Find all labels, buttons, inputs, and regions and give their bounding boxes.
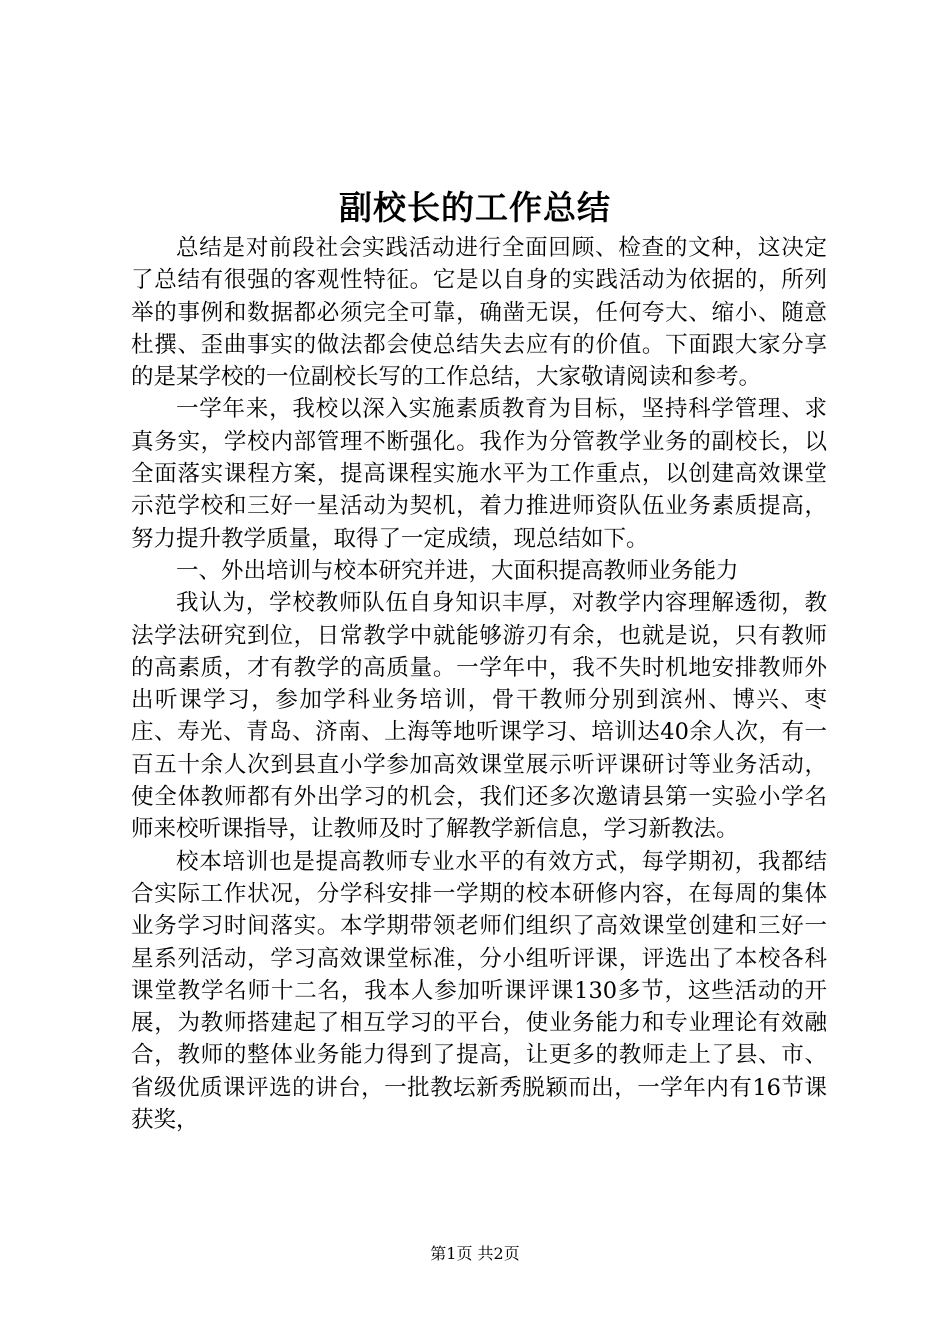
paragraph-school-training: 校本培训也是提高教师专业水平的有效方式，每学期初，我都结合实际工作状况，分学科安排一学期的校本研修内容，在每周的集体业务学习时间落实。本学期带领老师们组织了高效课堂创建和三好一星系列活动，学习高效课堂标准，分小组听评课，评选出了本校各科课堂教学名师十二名，我本人参加听课评课130多节，这些活动的开展，为教师搭建起了相互学习的平台，使业务能力和专业理论有效融合，教师的整体业务能力得到了提高，让更多的教师走上了县、市、省级优质课评选的讲台，一批教坛新秀脱颖而出，一学年内有16节课获奖， bbox=[131, 848, 827, 1134]
section-heading: 一、外出培训与校本研究并进，大面积提高教师业务能力 bbox=[176, 557, 739, 584]
document-body bbox=[131, 232, 827, 1136]
paragraph-training: 我认为，学校教师队伍自身知识丰厚，对教学内容理解透彻，教法学法研究到位，日常教学中就能够游刃有余，也就是说，只有教师的高素质，才有教学的高质量。一学年中，我不失时机地安排教师外出听课学习，参加学科业务培训，骨干教师分别到滨州、博兴、枣庄、寿光、青岛、济南、上海等地听课学习、培训达40余人次，有一百五十余人次到县直小学参加高效课堂展示听评课研讨等业务活动，使全体教师都有外出学习的机会，我们还多次邀请县第一实验小学名师来校听课指导，让教师及时了解教学新信息，学习新教法。 bbox=[131, 590, 827, 843]
paragraph-intro: 总结是对前段社会实践活动进行全面回顾、检查的文种，这决定了总结有很强的客观性特征。它是以自身的实践活动为依据的，所列举的事例和数据都必须完全可靠，确凿无误，任何夸大、缩小、随意杜撰、歪曲事实的做法都会使总结失去应有的价值。下面跟大家分享的是某学校的一位副校长写的工作总结，大家敬请阅读和参考。 bbox=[131, 235, 827, 391]
paragraph-overview: 一学年来，我校以深入实施素质教育为目标，坚持科学管理、求真务实，学校内部管理不断强化。我作为分管教学业务的副校长，以全面落实课程方案，提高课程实施水平为工作重点，以创建高效课堂示范学校和三好一星活动为契机，着力推进师资队伍业务素质提高，努力提升教学质量，取得了一定成绩，现总结如下。 bbox=[131, 396, 827, 552]
document-title: 副校长的工作总结 bbox=[339, 188, 611, 227]
page-number-footer: 第1页 共2页 bbox=[430, 1244, 520, 1263]
